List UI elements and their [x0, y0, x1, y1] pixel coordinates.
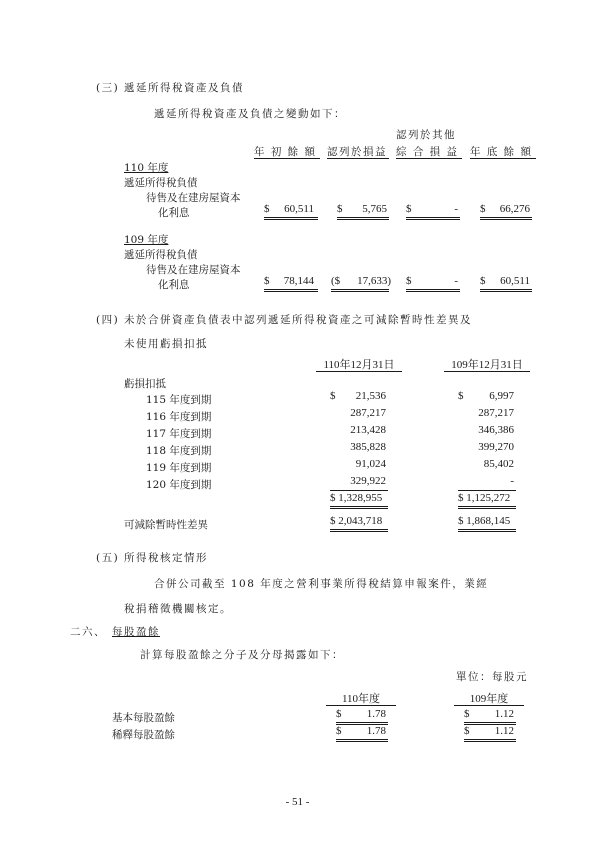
cell-value: 66,276	[499, 203, 530, 215]
double-rule	[337, 217, 389, 220]
dollar-sign: ($	[331, 275, 341, 287]
row-label: 116 年度到期	[146, 411, 212, 423]
row-label: 化利息	[158, 207, 190, 219]
subtotal-rule	[330, 490, 388, 491]
page-number: - 51 -	[285, 796, 310, 808]
double-rule	[406, 217, 460, 220]
diluted-eps-label: 稀釋每股盈餘	[112, 729, 175, 741]
double-rule	[458, 506, 516, 509]
section-4-heading-line2: 未使用虧損扣抵	[124, 338, 208, 350]
double-rule	[458, 529, 516, 532]
header-rule	[454, 705, 524, 706]
section-5-paragraph-line1: 合併公司截至 108 年度之營利事業所得稅結算申報案件，業經	[154, 578, 489, 590]
header-rule	[470, 158, 536, 159]
year-109-label: 109 年度	[124, 234, 169, 246]
header-rule	[327, 158, 389, 159]
row-label: 遞延所得稅負債	[124, 177, 198, 189]
double-rule	[264, 289, 318, 292]
dollar-sign: $	[406, 203, 412, 215]
cell-value: 287,217	[478, 407, 514, 419]
cell-value: 5,765	[362, 203, 387, 215]
dollar-sign: $	[464, 708, 470, 720]
header-rule	[254, 158, 320, 159]
section-5-paragraph-line2: 稅捐稽徵機關核定。	[124, 603, 232, 615]
cell-value: -	[454, 203, 458, 215]
dollar-sign: $	[264, 203, 270, 215]
cell-value: 17,633)	[357, 275, 391, 287]
deductible-value: $ 1,868,145	[458, 515, 511, 527]
row-label: 118 年度到期	[146, 445, 212, 457]
cell-value: 213,428	[350, 424, 386, 436]
double-rule	[480, 217, 532, 220]
col-header-110: 110年度	[341, 693, 381, 705]
header-rule	[316, 371, 402, 372]
cell-value: 1.78	[366, 708, 386, 720]
double-rule	[331, 289, 389, 292]
cell-value: -	[454, 275, 458, 287]
dollar-sign: $	[336, 708, 342, 720]
cell-value: 91,024	[355, 458, 386, 470]
cell-value: 60,511	[500, 275, 530, 287]
double-rule	[330, 506, 388, 509]
col-header-2020: 109年12月31日	[451, 359, 523, 371]
cell-value: 287,217	[350, 407, 386, 419]
dollar-sign: $	[336, 725, 342, 737]
col-header-closing-balance: 年 底 餘 額	[470, 146, 533, 158]
cell-value: -	[510, 475, 514, 487]
col-header-opening-balance: 年 初 餘 額	[254, 146, 317, 158]
row-label: 遞延所得稅負債	[124, 249, 198, 261]
col-header-109: 109年度	[469, 693, 509, 705]
header-rule	[396, 158, 462, 159]
col-header-2021: 110年12月31日	[323, 359, 395, 371]
col-header-oci: 綜 合 損 益	[396, 146, 459, 158]
dollar-sign: $	[330, 390, 336, 402]
subtotal-value: $ 1,328,955	[330, 492, 383, 504]
section-5-heading: (五) 所得稅核定情形	[96, 552, 209, 564]
dollar-sign: $	[264, 275, 270, 287]
col-header-recognized-profit-loss: 認列於損益	[327, 146, 387, 158]
cell-value: 6,997	[489, 390, 514, 402]
section-3-heading: (三) 遞延所得稅資產及負債	[96, 82, 245, 94]
basic-eps-label: 基本每股盈餘	[112, 712, 175, 724]
section-26-intro: 計算每股盈餘之分子及分母揭露如下：	[140, 649, 344, 661]
row-label: 120 年度到期	[146, 479, 212, 491]
cell-value: 329,922	[350, 475, 386, 487]
double-rule	[330, 529, 388, 532]
deductible-value: $ 2,043,718	[330, 515, 383, 527]
unit-label: 單位：每股元	[456, 671, 528, 683]
subtotal-rule	[458, 490, 516, 491]
dollar-sign: $	[337, 203, 343, 215]
dollar-sign: $	[480, 275, 486, 287]
cell-value: 1.12	[494, 725, 514, 737]
dollar-sign: $	[480, 203, 486, 215]
dollar-sign: $	[464, 725, 470, 737]
subtotal-value: $ 1,125,272	[458, 492, 511, 504]
double-rule	[264, 217, 318, 220]
header-rule	[444, 371, 530, 372]
section-26-number: 二六、	[70, 626, 106, 638]
cell-value: 78,144	[283, 275, 314, 287]
cell-value: 60,511	[284, 203, 314, 215]
row-label: 119 年度到期	[146, 462, 212, 474]
deductible-difference-label: 可減除暫時性差異	[124, 519, 208, 531]
section-3-intro: 遞延所得稅資產及負債之變動如下：	[154, 108, 346, 120]
cell-value: 21,536	[355, 390, 386, 402]
dollar-sign: $	[458, 390, 464, 402]
row-label: 117 年度到期	[146, 428, 212, 440]
double-rule	[336, 739, 388, 742]
double-rule	[480, 289, 532, 292]
loss-deduction-label: 虧損扣抵	[124, 378, 166, 390]
cell-value: 1.78	[366, 725, 386, 737]
cell-value: 1.12	[494, 708, 514, 720]
cell-value: 346,386	[478, 424, 514, 436]
col-header-recognized-other: 認列於其他	[396, 129, 456, 141]
section-26-heading: 每股盈餘	[112, 626, 160, 638]
section-4-heading-line1: (四) 未於合併資產負債表中認列遞延所得稅資產之可減除暫時性差異及	[96, 314, 473, 326]
cell-value: 399,270	[478, 441, 514, 453]
row-label: 待售及在建房屋資本	[146, 192, 241, 204]
row-label: 115 年度到期	[146, 394, 212, 406]
cell-value: 85,402	[483, 458, 514, 470]
header-rule	[326, 705, 396, 706]
row-label: 待售及在建房屋資本	[146, 264, 241, 276]
cell-value: 385,828	[350, 441, 386, 453]
double-rule	[464, 739, 516, 742]
dollar-sign: $	[406, 275, 412, 287]
year-110-label: 110 年度	[124, 162, 169, 174]
double-rule	[406, 289, 460, 292]
row-label: 化利息	[158, 279, 190, 291]
